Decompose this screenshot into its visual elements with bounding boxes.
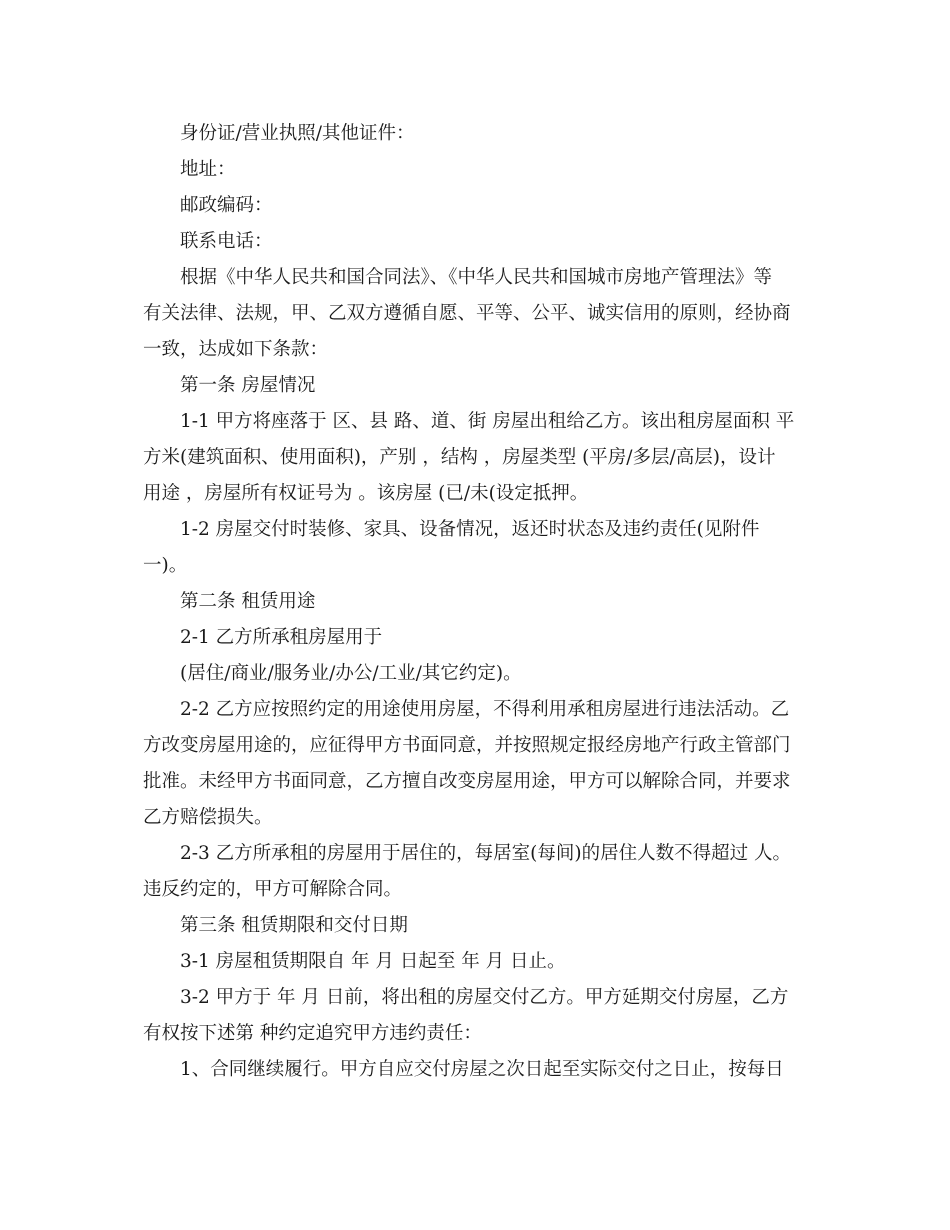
document-body <box>143 116 803 1088</box>
paragraph <box>143 584 803 620</box>
paragraph-line: 3-2 甲方于 年 月 日前，将出租的房屋交付乙方。甲方延期交付房屋，乙方 <box>180 987 789 1008</box>
paragraph-line: 联系电话： <box>180 231 273 252</box>
paragraph-line: 一)。 <box>143 555 188 576</box>
paragraph-line: 方米(建筑面积、使用面积)，产别 ，结构 ，房屋类型 (平房/多层/高层)，设计 <box>143 447 776 468</box>
paragraph-line: 身份证/营业执照/其他证件： <box>180 123 415 144</box>
paragraph-line: 第三条 租赁期限和交付日期 <box>180 915 408 936</box>
paragraph-line: 有权按下述第 种约定追究甲方违约责任： <box>143 1023 482 1044</box>
paragraph <box>143 260 803 368</box>
paragraph <box>143 404 803 512</box>
paragraph <box>143 656 803 692</box>
paragraph-line: 1、合同继续履行。甲方自应交付房屋之次日起至实际交付之日止，按每日 <box>180 1059 784 1080</box>
paragraph-line: 方改变房屋用途的，应征得甲方书面同意，并按照规定报经房地产行政主管部门 <box>143 735 791 756</box>
paragraph-line: 批准。未经甲方书面同意，乙方擅自改变房屋用途，甲方可以解除合同，并要求 <box>143 771 791 792</box>
paragraph <box>143 188 803 224</box>
paragraph <box>143 836 803 908</box>
paragraph-line: 第二条 租赁用途 <box>180 591 316 612</box>
paragraph <box>143 692 803 836</box>
paragraph <box>143 908 803 944</box>
paragraph <box>143 368 803 404</box>
paragraph-list <box>143 116 803 1088</box>
paragraph-line: 一致，达成如下条款： <box>143 339 329 360</box>
paragraph-line: 有关法律、法规，甲、乙双方遵循自愿、平等、公平、诚实信用的原则，经协商 <box>143 303 791 324</box>
paragraph <box>143 152 803 188</box>
paragraph <box>143 944 803 980</box>
paragraph-line: 1-1 甲方将座落于 区、县 路、道、街 房屋出租给乙方。该出租房屋面积 平 <box>180 411 795 432</box>
paragraph-line: 根据《中华人民共和国合同法》、《中华人民共和国城市房地产管理法》等 <box>180 267 773 288</box>
paragraph-line: 3-1 房屋租赁期限自 年 月 日起至 年 月 日止。 <box>180 951 566 972</box>
paragraph-line: 1-2 房屋交付时装修、家具、设备情况，返还时状态及违约责任(见附件 <box>180 519 760 540</box>
paragraph-line: 2-2 乙方应按照约定的用途使用房屋，不得利用承租房屋进行违法活动。乙 <box>180 699 790 720</box>
paragraph <box>143 980 803 1052</box>
paragraph-line: (居住/商业/服务业/办公/工业/其它约定)。 <box>180 663 522 684</box>
paragraph-line: 2-3 乙方所承租的房屋用于居住的，每居室(每间)的居住人数不得超过 人。 <box>180 843 791 864</box>
paragraph <box>143 620 803 656</box>
paragraph <box>143 224 803 260</box>
paragraph-line: 用途 ，房屋所有权证号为 。该房屋 (已/未(设定抵押。 <box>143 483 589 504</box>
paragraph <box>143 116 803 152</box>
paragraph-line: 违反约定的，甲方可解除合同。 <box>143 879 403 900</box>
paragraph-line: 2-1 乙方所承租房屋用于 <box>180 627 383 648</box>
paragraph-line: 邮政编码： <box>180 195 273 216</box>
paragraph <box>143 512 803 584</box>
paragraph <box>143 1052 803 1088</box>
paragraph-line: 乙方赔偿损失。 <box>143 807 273 828</box>
paragraph-line: 第一条 房屋情况 <box>180 375 316 396</box>
paragraph-line: 地址： <box>180 159 236 180</box>
